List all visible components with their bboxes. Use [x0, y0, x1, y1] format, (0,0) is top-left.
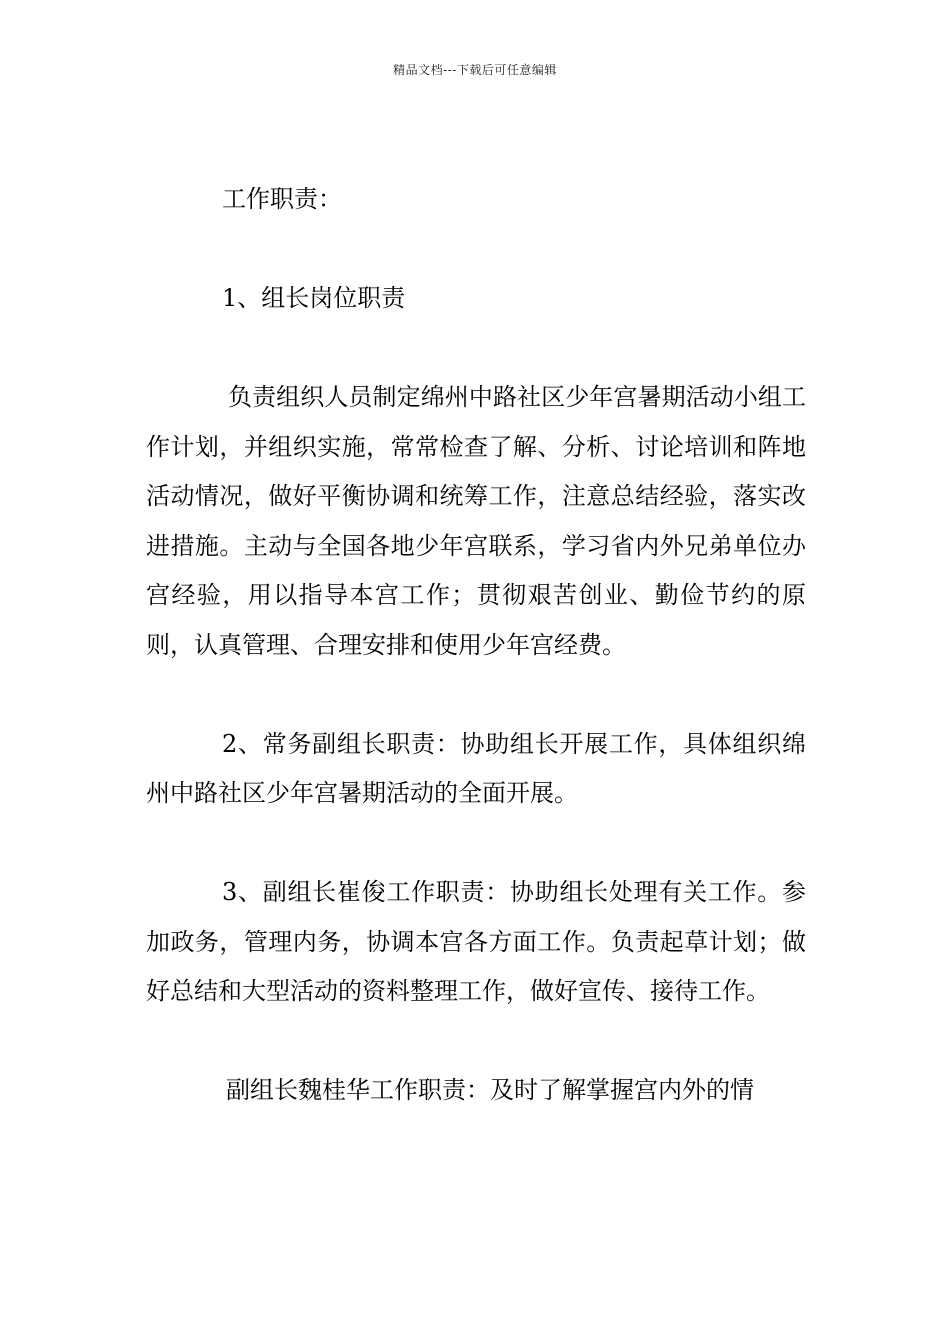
paragraph-gap — [146, 324, 806, 374]
heading-work-duties: 工作职责： — [222, 185, 342, 213]
paragraph-gap — [146, 819, 806, 869]
section-3-paragraph: 3、副组长崔俊工作职责：协助组长处理有关工作。参加政务，管理内务，协调本宫各方面工作。负责起草计划；做好总结和大型活动的资料整理工作，做好宣传、接待工作。 — [146, 878, 806, 1005]
paragraph-gap — [146, 1017, 806, 1067]
document-body — [146, 175, 806, 1116]
paragraph-gap — [146, 670, 806, 720]
page-header: 精品文档---下载后可任意编辑 — [393, 63, 557, 77]
section-2-paragraph: 2、常务副组长职责：协助组长开展工作，具体组织绵州中路社区少年宫暑期活动的全面开展。 — [146, 729, 806, 807]
section-1-body: 负责组织人员制定绵州中路社区少年宫暑期活动小组工作计划，并组织实施，常常检查了解、分析、讨论培训和阵地活动情况，做好平衡协调和统筹工作，注意总结经验，落实改进措施。主动与全国各地少年宫联系，学习省内外兄弟单位办宫经验，用以指导本宫工作；贯彻艰苦创业、勤俭节约的原则，认真管理、合理安排和使用少年宫经费。 — [146, 383, 806, 659]
section-1-title: 1、组长岗位职责 — [222, 284, 406, 312]
paragraph-gap — [146, 225, 806, 275]
section-4-paragraph: 副组长魏桂华工作职责：及时了解掌握宫内外的情 — [226, 1076, 754, 1104]
